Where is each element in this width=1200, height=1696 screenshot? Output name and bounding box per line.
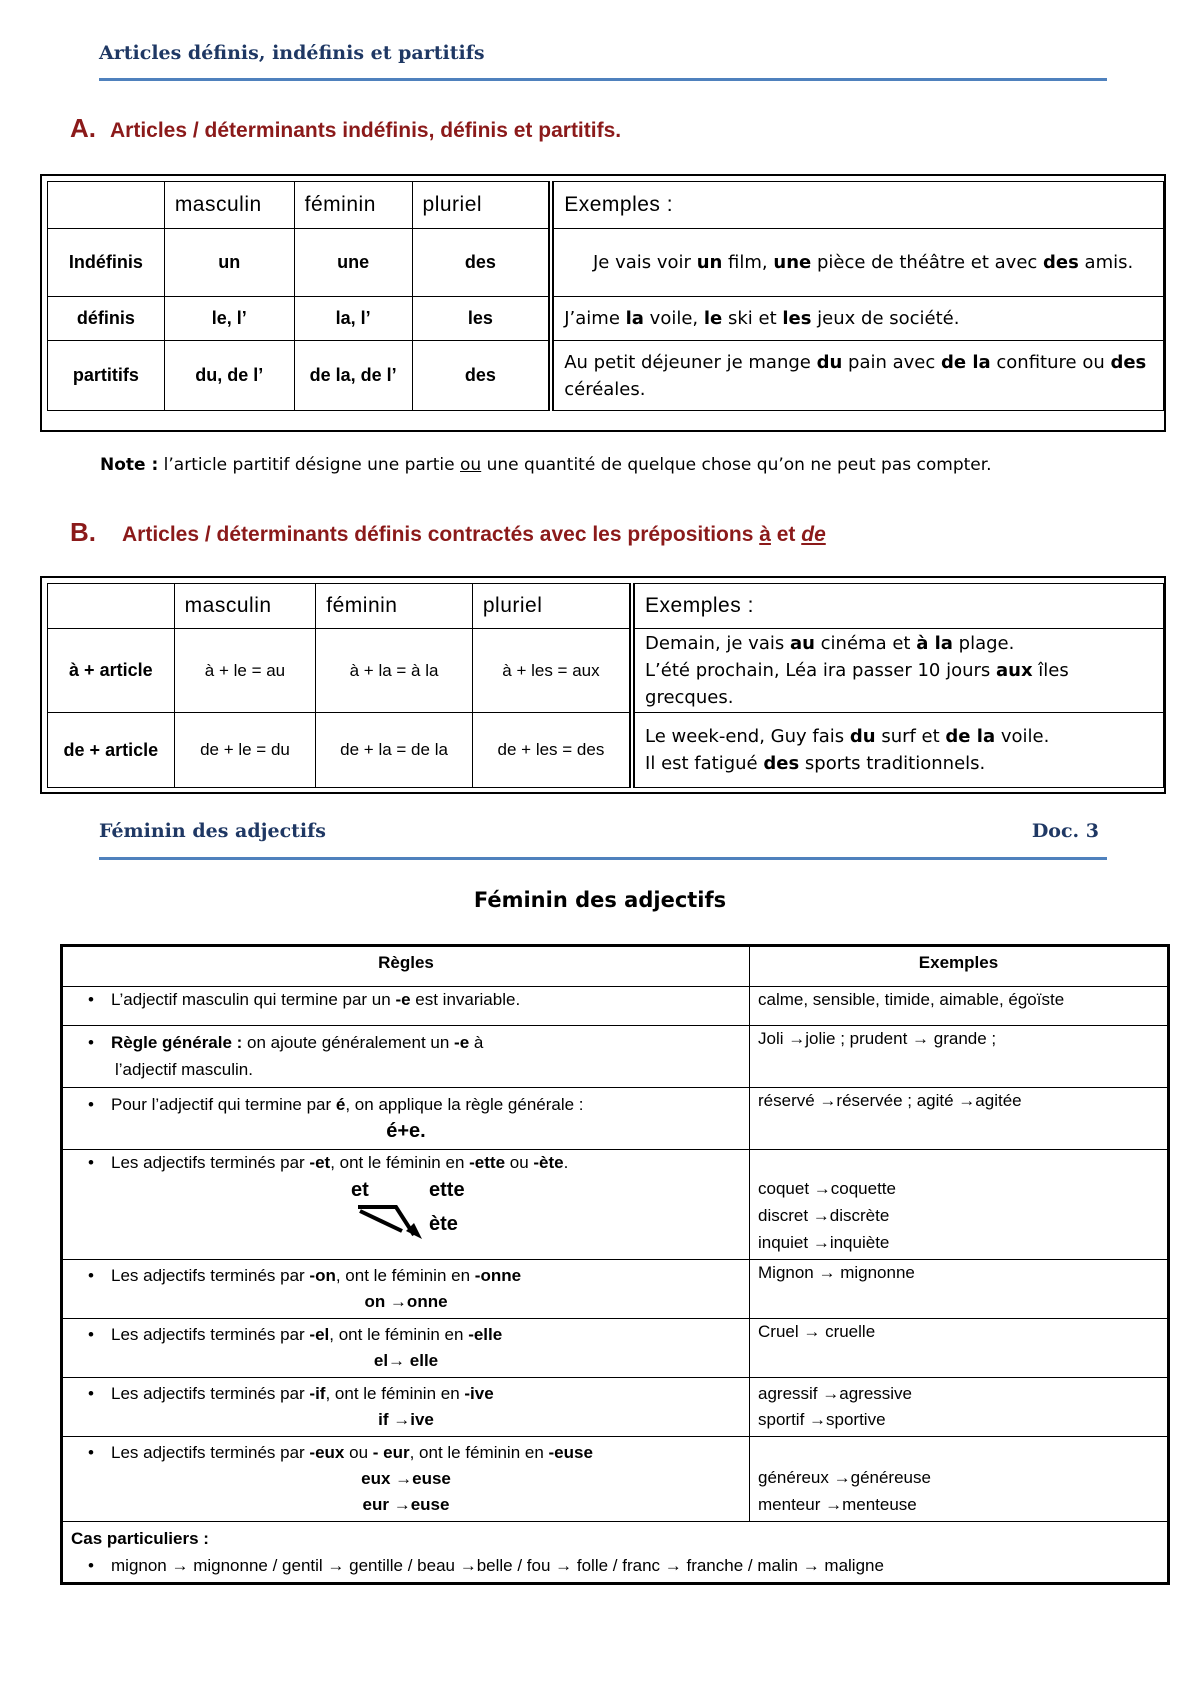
table-row: • Les adjectifs terminés par -el, ont le féminin en -elle el→ elle Cruel → cruelle [62, 1319, 1169, 1378]
doc-header-title: Féminin des adjectifs [99, 820, 326, 842]
page-header [99, 42, 1107, 81]
col-pluriel: pluriel [472, 584, 632, 629]
col-masculin: masculin [164, 182, 294, 229]
table-row [48, 229, 1164, 297]
cell-pluriel: des [412, 341, 551, 411]
cell-pluriel: de + les = des [472, 713, 632, 788]
table-c [60, 944, 1170, 1585]
split-arrow-icon [356, 1203, 426, 1243]
cell-example: Demain, je vais au cinéma et à la plage. L’été prochain, Léa ira passer 10 jours aux îles grecques. [632, 629, 1163, 713]
section-b-letter: B. [70, 517, 96, 547]
cell-masculin: de + le = du [174, 713, 316, 788]
cell-feminin: à + la = à la [316, 629, 473, 713]
row-label: définis [48, 297, 165, 341]
col-examples: Exemples [750, 946, 1169, 987]
table-row: • Les adjectifs terminés par -on, ont le féminin en -onne on →onne Mignon → mignonne [62, 1260, 1169, 1319]
table-row: • Les adjectifs terminés par -if, ont le féminin en -ive if →ive agressif →agressive sportif →sportive [62, 1378, 1169, 1437]
cell-pluriel: des [412, 229, 551, 297]
section-c-title: Féminin des adjectifs [473, 888, 727, 912]
row-label: partitifs [48, 341, 165, 411]
section-a-heading: Articles / déterminants indéfinis, définis et partitifs. [110, 119, 622, 142]
page-header-title: Articles définis, indéfinis et partitifs [99, 42, 485, 64]
col-masculin: masculin [174, 584, 316, 629]
table-b-frame [40, 576, 1166, 794]
cas-particuliers-row: Cas particuliers : • mignon → mignonne / gentil → gentille / beau →belle / fou → folle / franc → franche / malin → maligne [62, 1522, 1169, 1584]
note: Note : l’article partitif désigne une partie ou une quantité de quelque chose qu’on ne peut pas compter. [100, 455, 992, 475]
row-label: Indéfinis [48, 229, 165, 297]
cell-masculin: le, l’ [164, 297, 294, 341]
cell-feminin: de + la = de la [316, 713, 473, 788]
table-row [48, 341, 1164, 411]
cell-feminin: une [294, 229, 412, 297]
row-label: de + article [48, 713, 175, 788]
cas-label: Cas particuliers : [71, 1529, 209, 1548]
row-label: à + article [48, 629, 175, 713]
col-feminin: féminin [316, 584, 473, 629]
table-row [48, 713, 1164, 788]
doc-number: Doc. 3 [1031, 820, 1099, 842]
table-b [47, 583, 1164, 788]
cell-example: Au petit déjeuner je mange du pain avec de la confiture ou des céréales. [551, 341, 1163, 411]
table-row: • Les adjectifs terminés par -et, ont le féminin en -ette ou -ète. et ette ète coquet →coquette discret →discrète inquiet →inquiète [62, 1150, 1169, 1260]
cell-example: J’aime la voile, le ski et les jeux de société. [551, 297, 1163, 341]
table-row [48, 629, 1164, 713]
table-row: • Règle générale : on ajoute généralement un -e à l’adjectif masculin. Joli →jolie ; prudent → grande ; [62, 1026, 1169, 1088]
col-pluriel: pluriel [412, 182, 551, 229]
doc-header [99, 820, 1107, 860]
section-a-title [70, 113, 621, 144]
section-b-title: B. Articles / déterminants définis contractés avec les prépositions à et de [70, 517, 826, 547]
col-rules: Règles [62, 946, 750, 987]
cell-example: Je vais voir un film, une pièce de théâtre et avec des amis. [551, 229, 1163, 297]
cell-feminin: la, l’ [294, 297, 412, 341]
col-examples: Exemples : [551, 182, 1163, 229]
col-examples: Exemples : [632, 584, 1163, 629]
cell-masculin: du, de l’ [164, 341, 294, 411]
table-a [47, 181, 1164, 411]
cell-pluriel: les [412, 297, 551, 341]
cell-pluriel: à + les = aux [472, 629, 632, 713]
cell-masculin: à + le = au [174, 629, 316, 713]
table-row: • Les adjectifs terminés par -eux ou - eur, ont le féminin en -euse eux →euse eur →euse généreux →généreuse menteur →menteuse [62, 1437, 1169, 1522]
section-a-letter: A. [70, 113, 96, 143]
table-row [48, 297, 1164, 341]
col-feminin: féminin [294, 182, 412, 229]
cas-text: mignon → mignonne / gentil → gentille / beau →belle / fou → folle / franc → franche / malin → maligne [111, 1556, 884, 1575]
table-row: • L’adjectif masculin qui termine par un -e est invariable. calme, sensible, timide, aimable, égoïste [62, 987, 1169, 1026]
cell-feminin: de la, de l’ [294, 341, 412, 411]
table-row: • Pour l’adjectif qui termine par é, on applique la règle générale : é+e. réservé →réservée ; agité →agitée [62, 1088, 1169, 1150]
cell-example: Le week-end, Guy fais du surf et de la voile. Il est fatigué des sports traditionnels. [632, 713, 1163, 788]
cell-masculin: un [164, 229, 294, 297]
table-a-frame [40, 174, 1166, 432]
et-diagram: et ette ète [71, 1173, 741, 1247]
